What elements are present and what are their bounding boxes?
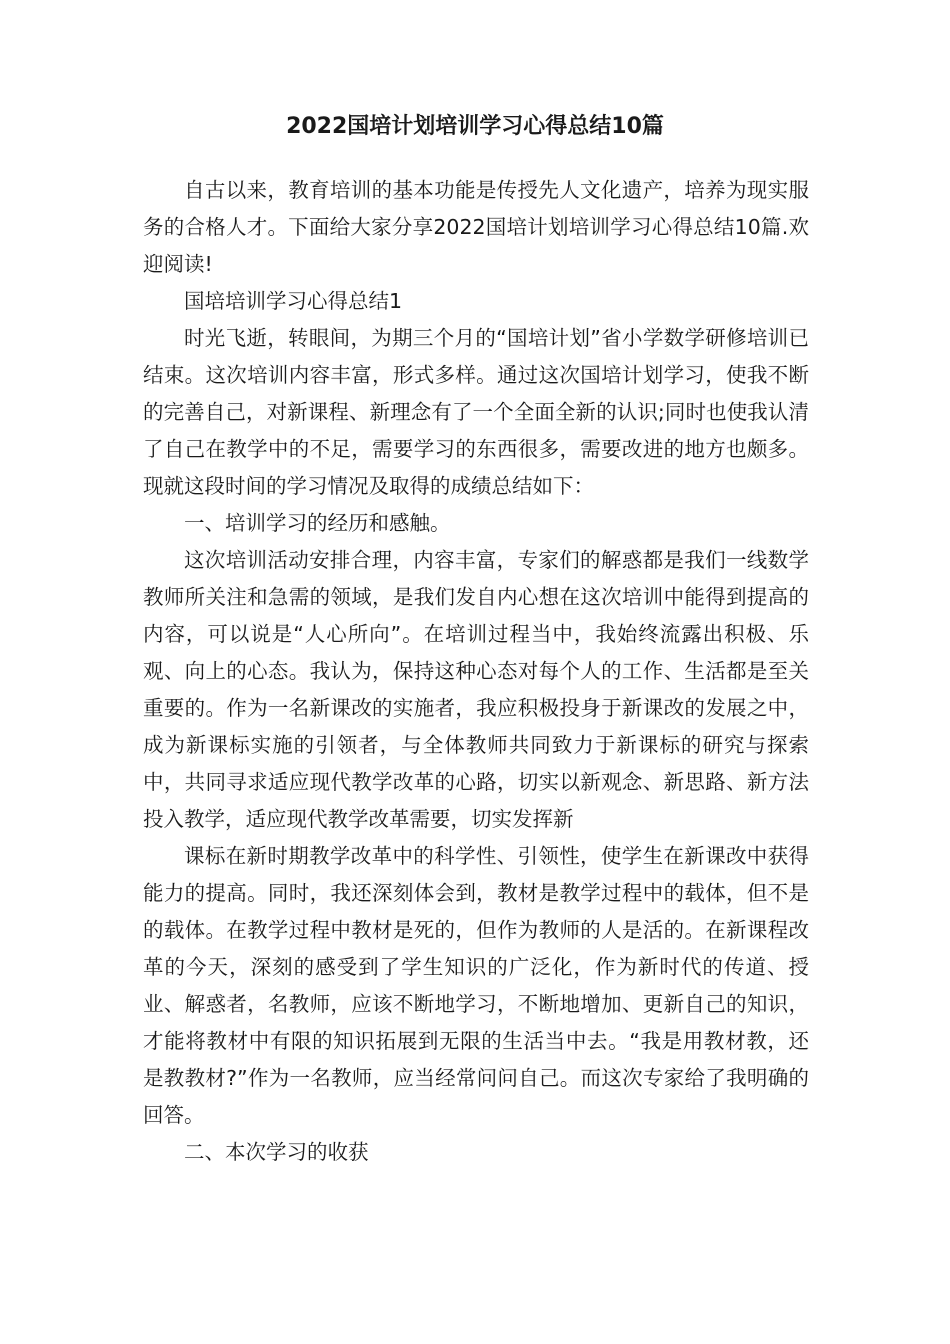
section-heading-summary-1: 国培培训学习心得总结1 (184, 289, 403, 313)
body-paragraph: 这次培训活动安排合理，内容丰富，专家们的解惑都是我们一线数学教师所关注和急需的领域，是我们发自内心想在这次培训中能得到提高的内容，可以说是“人心所向”。在培训过程当中，我始终流露出积极、乐观、向上的心态。我认为，保持这种心态对每个人的工作、生活都是至关重要的。作为一名新课改的实施者，我应积极投身于新课改的发展之中，成为新课标实施的引领者，与全体教师共同致力于新课标的研究与探索中，共同寻求适应现代教学改革的心路，切实以新观念、新思路、新方法投入教学，适应现代教学改革需要，切实发挥新 (143, 548, 809, 831)
section-heading-experience: 一、培训学习的经历和感触。 (184, 511, 451, 535)
document-title: 2022国培计划培训学习心得总结10篇 (286, 114, 664, 139)
section-heading-gains: 二、本次学习的收获 (184, 1140, 369, 1164)
document-body (143, 172, 809, 1171)
body-paragraph: 课标在新时期教学改革中的科学性、引领性，使学生在新课改中获得能力的提高。同时，我还深刻体会到，教材是教学过程中的载体，但不是的载体。在教学过程中教材是死的，但作为教师的人是活的。在新课程改革的今天，深刻的感受到了学生知识的广泛化，作为新时代的传道、授业、解惑者，名教师，应该不断地学习，不断地增加、更新自己的知识，才能将教材中有限的知识拓展到无限的生活当中去。“我是用教材教，还是教教材?”作为一名教师，应当经常问问自己。而这次专家给了我明确的回答。 (143, 844, 809, 1127)
intro-paragraph: 自古以来，教育培训的基本功能是传授先人文化遗产，培养为现实服务的合格人才。下面给大家分享2022国培计划培训学习心得总结10篇.欢迎阅读! (143, 178, 809, 276)
body-paragraph: 时光飞逝，转眼间，为期三个月的“国培计划”省小学数学研修培训已结束。这次培训内容丰富，形式多样。通过这次国培计划学习，使我不断的完善自己，对新课程、新理念有了一个全面全新的认识;同时也使我认清了自己在教学中的不足，需要学习的东西很多，需要改进的地方也颇多。现就这段时间的学习情况及取得的成绩总结如下： (143, 326, 809, 498)
